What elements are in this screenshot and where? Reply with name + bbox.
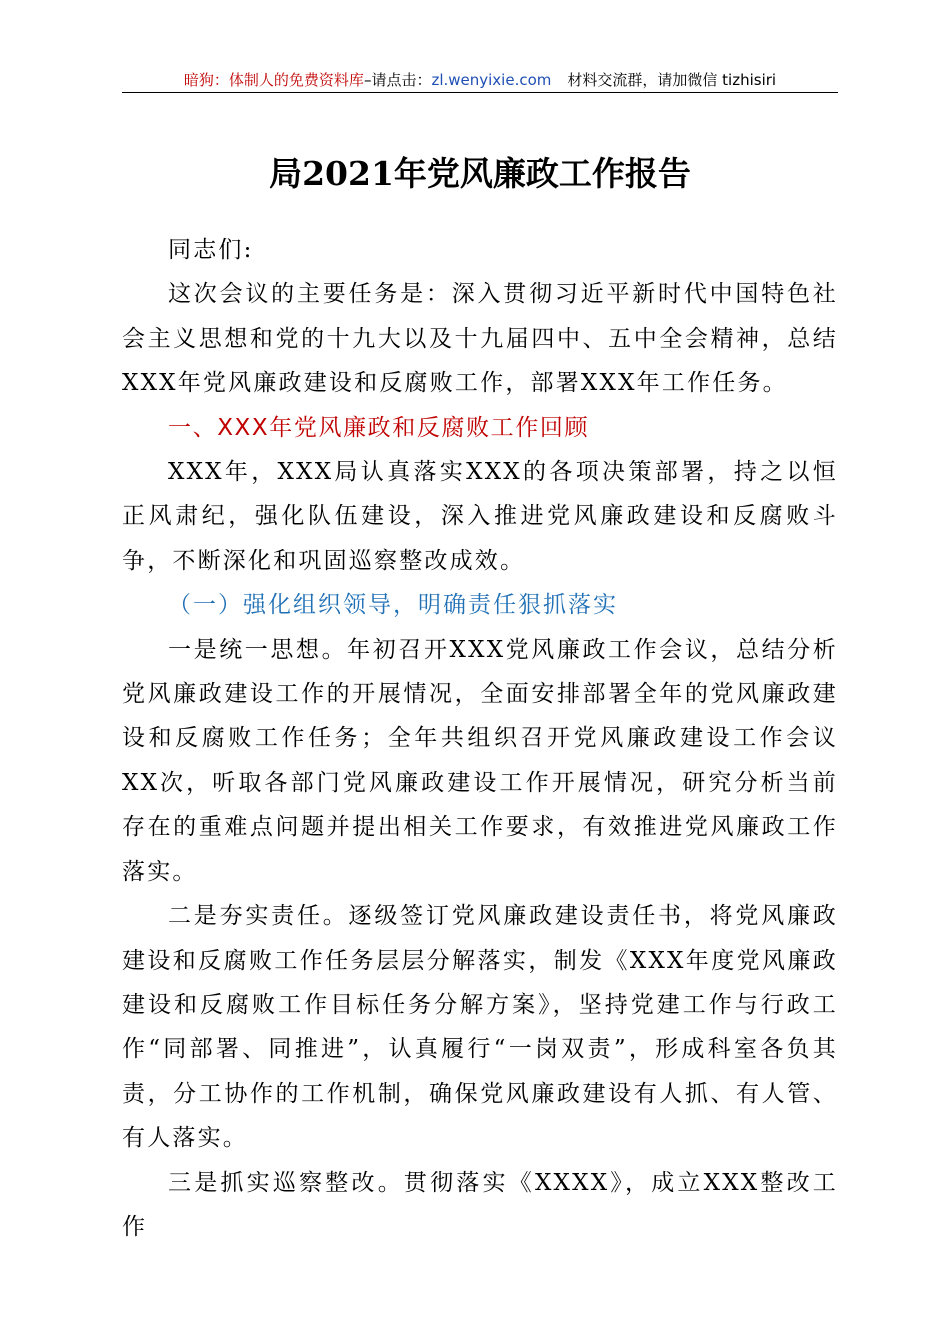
- document-title: 局2021年党风廉政工作报告: [269, 154, 691, 193]
- paragraph-point-3: 三是抓实巡察整改。贯彻落实《XXXX》，成立XXX整改工作: [122, 1169, 838, 1240]
- paragraph-point-1: 一是统一思想。年初召开XXX党风廉政工作会议，总结分析党风廉政建设工作的开展情况，全面安排部署全年的党风廉政建设和反腐败工作任务；全年共组织召开党风廉政建设工作会议XX次，听取各部门党风廉政建设工作开展情况，研究分析当前存在的重难点问题并提出相关工作要求，有效推进党风廉政工作落实。: [122, 636, 838, 885]
- section-heading-1: 一、XXX年党风廉政和反腐败工作回顾: [168, 414, 590, 441]
- header-contact-text: 材料交流群，请加微信 tizhisiri: [567, 71, 777, 89]
- header-url-link[interactable]: zl.wenyixie.com: [431, 71, 552, 89]
- header-separator: –请点击：: [363, 71, 432, 89]
- page-header: [122, 70, 838, 93]
- header-promo-text: 暗狗：体制人的免费资料库: [183, 71, 364, 89]
- paragraph-point-2: 二是夯实责任。逐级签订党风廉政建设责任书，将党风廉政建设和反腐败工作任务层层分解落实，制发《XXX年度党风廉政建设和反腐败工作目标任务分解方案》，坚持党建工作与行政工作“同部署、同推进”，认真履行“一岗双责”，形成科室各负其责，分工协作的工作机制，确保党风廉政建设有人抓、有人管、有人落实。: [122, 903, 838, 1152]
- salutation: 同志们:: [168, 237, 254, 263]
- paragraph-review: XXX年，XXX局认真落实XXX的各项决策部署，持之以恒正风肃纪，强化队伍建设，深入推进党风廉政建设和反腐败斗争，不断深化和巩固巡察整改成效。: [122, 459, 838, 574]
- document-body: [122, 228, 838, 1249]
- paragraph-intro: 这次会议的主要任务是：深入贯彻习近平新时代中国特色社会主义思想和党的十九大以及十九届四中、五中全会精神，总结XXX年党风廉政建设和反腐败工作，部署XXX年工作任务。: [122, 281, 838, 397]
- subsection-heading-1: （一）强化组织领导，明确责任狠抓落实: [168, 592, 618, 619]
